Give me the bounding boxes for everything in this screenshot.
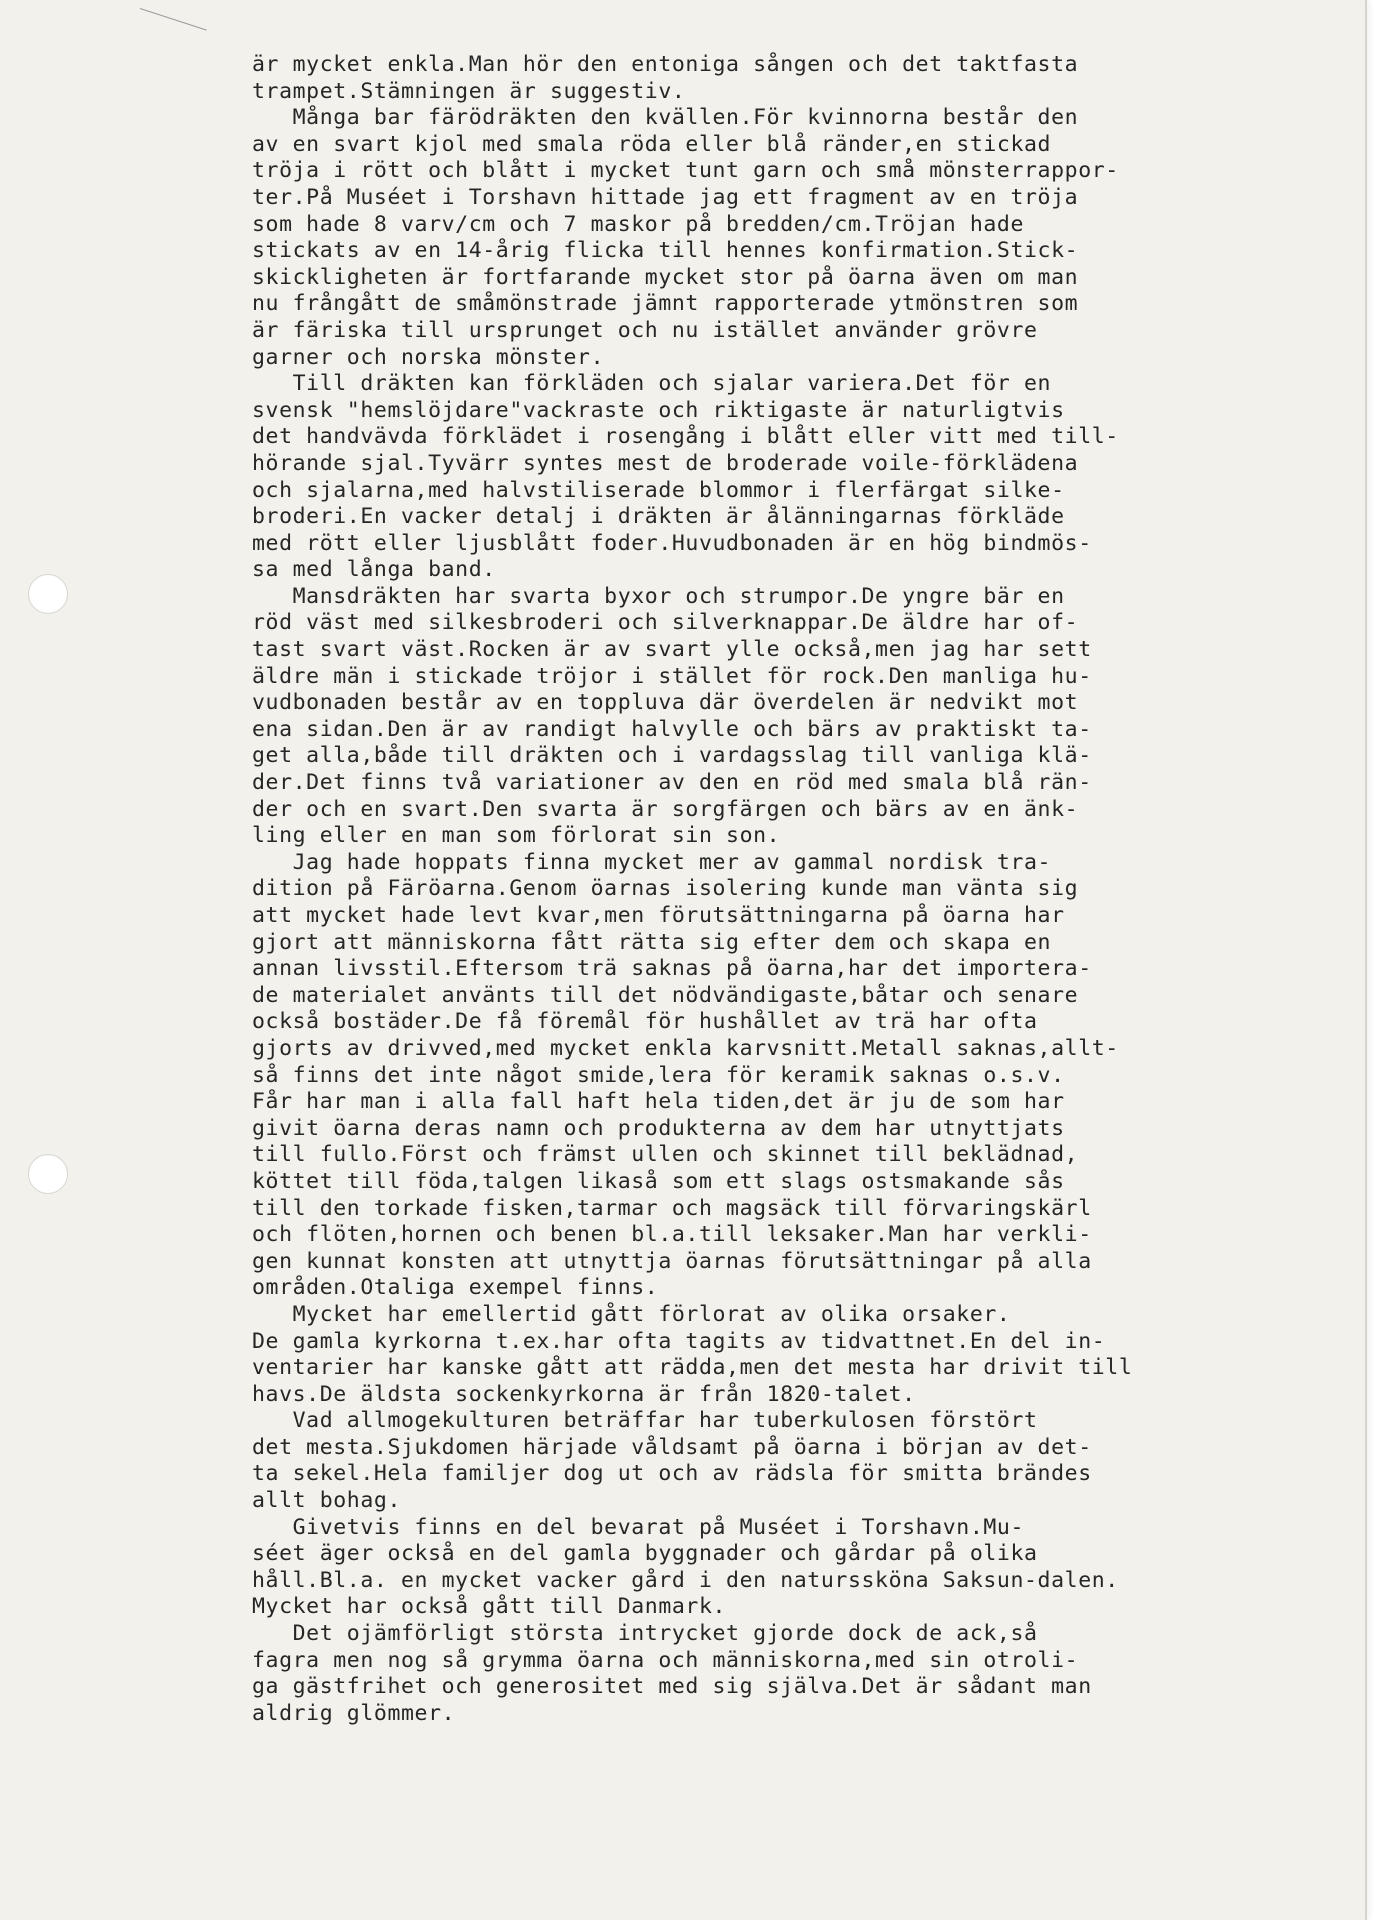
text-line: köttet till föda,talgen likaså som ett slags ostsmakande sås	[252, 1168, 1065, 1194]
typewritten-body	[252, 52, 1352, 1727]
text-line: gjorts av drivved,med mycket enkla karvsnitt.Metall saknas,allt-	[252, 1035, 1119, 1061]
punch-hole	[28, 1154, 68, 1194]
text-line: fagra men nog så grymma öarna och människorna,med sin otroli-	[252, 1647, 1079, 1673]
text-line: aldrig glömmer.	[252, 1700, 456, 1726]
text-line: ta sekel.Hela familjer dog ut och av rädsla för smitta brändes	[252, 1461, 1092, 1487]
text-line: med rött eller ljusblått foder.Huvudbonaden är en hög bindmös-	[252, 530, 1092, 556]
text-line: håll.Bl.a. en mycket vacker gård i den naturssköna Saksun-dalen.	[252, 1567, 1119, 1593]
text-line: broderi.En vacker detalj i dräkten är ålänningarnas förkläde	[252, 504, 1065, 530]
text-line: Mycket har emellertid gått förlorat av olika orsaker.	[252, 1301, 1011, 1327]
text-line: ga gästfrihet och generositet med sig själva.Det är sådant man	[252, 1674, 1092, 1700]
text-line: och flöten,hornen och benen bl.a.till leksaker.Man har verkli-	[252, 1222, 1092, 1248]
text-line: Mansdräkten har svarta byxor och strumpor.De yngre bär en	[252, 583, 1065, 609]
text-line: dition på Färöarna.Genom öarnas isolering kunde man vänta sig	[252, 876, 1079, 902]
text-line: också bostäder.De få föremål för hushållet av trä har ofta	[252, 1009, 1038, 1035]
text-line: och sjalarna,med halvstiliserade blommor i flerfärgat silke-	[252, 477, 1065, 503]
text-line: att mycket hade levt kvar,men förutsättningarna på öarna har	[252, 903, 1065, 928]
text-line: Det ojämförligt största intrycket gjorde dock de ack,så	[252, 1621, 1038, 1647]
text-line: som hade 8 varv/cm och 7 maskor på bredden/cm.Tröjan hade	[252, 211, 1025, 237]
text-line: äldre män i stickade tröjor i stället för rock.Den manliga hu-	[252, 663, 1092, 689]
text-line: områden.Otaliga exempel finns.	[252, 1275, 659, 1301]
text-line: hörande sjal.Tyvärr syntes mest de broderade voile-förklädena	[252, 450, 1079, 476]
text-line: ling eller en man som förlorat sin son.	[252, 823, 781, 849]
text-line: séet äger också en del gamla byggnader och gårdar på olika	[252, 1541, 1038, 1567]
text-line: ter.På Muséet i Torshavn hittade jag ett fragment av en tröja	[252, 184, 1079, 210]
text-line: tast svart väst.Rocken är av svart ylle också,men jag har sett	[252, 637, 1092, 663]
text-line: skickligheten är fortfarande mycket stor på öarna även om man	[252, 264, 1079, 290]
text-line: havs.De äldsta sockenkyrkorna är från 1820-talet.	[252, 1381, 916, 1407]
text-line: givit öarna deras namn och produkterna av dem har utnyttjats	[252, 1115, 1065, 1141]
text-line: så finns det inte något smide,lera för keramik saknas o.s.v.	[252, 1062, 1065, 1088]
text-line: är mycket enkla.Man hör den entoniga sången och det taktfasta	[252, 52, 1079, 77]
punch-hole	[28, 574, 68, 614]
text-line: Vad allmogekulturen beträffar har tuberkulosen förstört	[252, 1408, 1038, 1434]
text-line: svensk "hemslöjdare"vackraste och riktigaste är naturligtvis	[252, 397, 1065, 423]
text-line: annan livsstil.Eftersom trä saknas på öarna,har det importera-	[252, 956, 1092, 982]
text-line: garner och norska mönster.	[252, 344, 605, 370]
text-line: det mesta.Sjukdomen härjade våldsamt på öarna i början av det-	[252, 1434, 1092, 1460]
text-line: Mycket har också gått till Danmark.	[252, 1594, 727, 1620]
text-line: sa med långa band.	[252, 557, 496, 583]
text-line: Jag hade hoppats finna mycket mer av gammal nordisk tra-	[252, 849, 1052, 875]
text-line: get alla,både till dräkten och i vardagsslag till vanliga klä-	[252, 743, 1092, 769]
text-line: der och en svart.Den svarta är sorgfärgen och bärs av en änk-	[252, 796, 1079, 822]
text-line: de materialet använts till det nödvändigaste,båtar och senare	[252, 982, 1079, 1008]
text-line: ventarier har kanske gått att rädda,men det mesta har drivit till	[252, 1355, 1133, 1381]
text-line: gjort att människorna fått rätta sig efter dem och skapa en	[252, 929, 1052, 955]
text-line: stickats av en 14-årig flicka till hennes konfirmation.Stick-	[252, 238, 1079, 264]
text-line: tröja i rött och blått i mycket tunt garn och små mönsterrappor-	[252, 158, 1119, 184]
text-line: De gamla kyrkorna t.ex.har ofta tagits av tidvattnet.En del in-	[252, 1328, 1106, 1354]
text-line: Givetvis finns en del bevarat på Muséet i Torshavn.Mu-	[252, 1514, 1025, 1540]
text-line: Till dräkten kan förkläden och sjalar variera.Det för en	[252, 371, 1052, 397]
paper-crease-mark	[140, 8, 207, 31]
text-line: till fullo.Först och främst ullen och skinnet till beklädnad,	[252, 1142, 1079, 1168]
text-line: det handvävda förklädet i rosengång i blått eller vitt med till-	[252, 424, 1119, 450]
text-line: allt bohag.	[252, 1488, 401, 1514]
text-line: gen kunnat konsten att utnyttja öarnas förutsättningar på alla	[252, 1248, 1092, 1274]
text-line: vudbonaden består av en toppluva där överdelen är nedvikt mot	[252, 690, 1079, 716]
text-line: röd väst med silkesbroderi och silverknappar.De äldre har of-	[252, 610, 1079, 636]
text-line: Får har man i alla fall haft hela tiden,det är ju de som har	[252, 1089, 1065, 1115]
text-line: Många bar färödräkten den kvällen.För kvinnorna består den	[252, 105, 1079, 131]
text-line: till den torkade fisken,tarmar och magsäck till förvaringskärl	[252, 1195, 1092, 1221]
text-line: der.Det finns två variationer av den en röd med smala blå rän-	[252, 770, 1092, 796]
text-line: ena sidan.Den är av randigt halvylle och bärs av praktiskt ta-	[252, 716, 1092, 742]
text-line: nu frångått de småmönstrade jämnt rapporterade ytmönstren som	[252, 291, 1079, 317]
text-line: av en svart kjol med smala röda eller blå ränder,en stickad	[252, 131, 1052, 157]
text-line: trampet.Stämningen är suggestiv.	[252, 78, 686, 104]
text-line: är färiska till ursprunget och nu istället använder grövre	[252, 317, 1038, 343]
